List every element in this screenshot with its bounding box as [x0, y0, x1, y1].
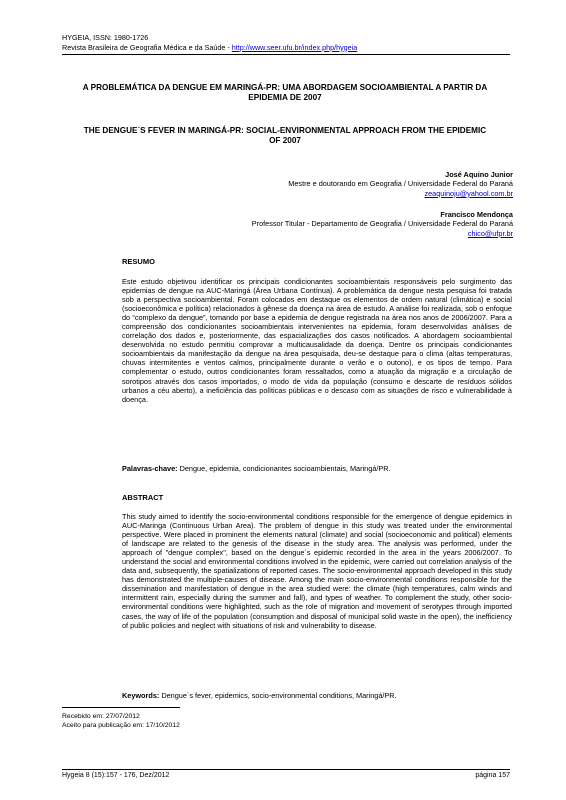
keywords-label: Palavras-chave:: [122, 464, 178, 473]
resumo-text: Este estudo objetivou identificar os principais condicionantes socioambientais responsáveis pelo surgimento das epidemias de dengue na AUC-Maringá (Área Urbana Contínua). A problemática da dengue nesta pesquisa foi tratada sob a perspectiva socioambiental. Foram colocados em destaque os elementos de ordem natural (climática) e social (socioeconômica e política) relacionados à gênese da doença na área de estudo. A análise foi realizada, sob o enfoque do “complexo da dengue”, tomando por base a epidemia de dengue registrada na área nos anos de 2006/2007. Para a compreensão dos condicionantes socioambientais intervenientes na epidemia, foram desenvolvidas análises de correlação dos dados e, posteriormente, das espacializações dos casos notificados. A abordagem socioambiental desenvolvida no estudo permitiu comprovar a multicausalidade da doença. Dentre os principais condicionantes socioambientais da manifestação da dengue na área pesquisada, deu-se destaque para o clima (altas temperaturas, chuvas intermitentes e ventos calmos, principalmente durante o verão e o outono), e os tipos de tempo. Para complementar o estudo, outros condicionantes foram ressaltados, como a atuação da migração e a circulação de sorotipos através dos casos importados, o modo de vida da população (consumo e descarte de resíduos sólidos urbanos a céu aberto), a ineficiência das políticas públicas e o descaso com as situações de risco e vulnerabilidade à doença.: [122, 277, 512, 404]
author-email-link[interactable]: zeaquinoju@yahool.com.br: [424, 188, 513, 198]
author-email-link[interactable]: chico@ufpr.br: [467, 228, 513, 238]
journal-url-link[interactable]: http://www.seer.ufu.br/index.php/hygeia: [231, 42, 358, 52]
title-english: THE DENGUE`S FEVER IN MARINGÁ-PR: SOCIAL-ENVIRONMENTAL APPROACH FROM THE EPIDEMIC OF 2007: [83, 126, 487, 145]
abstract-keywords: [122, 691, 512, 700]
author-block-2: [252, 210, 513, 238]
author-name: José Aquino Junior: [445, 170, 513, 179]
author-block-1: [288, 170, 513, 198]
keywords-value: Dengue`s fever, epidemics, socio-environmental conditions, Maringá/PR.: [159, 691, 397, 700]
author-affiliation: Professor Titular - Departamento de Geografia / Universidade Federal do Paraná: [251, 219, 513, 229]
resumo-heading: RESUMO: [122, 257, 155, 266]
journal-subtitle: [62, 43, 357, 53]
footnote: [62, 712, 180, 730]
abstract-heading: ABSTRACT: [122, 493, 164, 502]
keywords-value: Dengue, epidemia, condicionantes socioambientais, Maringá/PR.: [177, 464, 391, 473]
keywords-label: Keywords:: [122, 691, 160, 700]
footer-divider: [62, 769, 510, 770]
journal-header: [62, 33, 357, 52]
resumo-keywords: [122, 464, 512, 473]
journal-subtitle-text: Revista Brasileira de Geografia Médica e da Saúde -: [62, 42, 232, 52]
accepted-date: Aceito para publicação em: 17/10/2012: [62, 722, 180, 729]
author-affiliation: Mestre e doutorando em Geografia / Universidade Federal do Paraná: [288, 179, 513, 189]
journal-issn: HYGEIA, ISSN: 1980-1726: [62, 33, 149, 42]
footer-citation: Hygeia 8 (15):157 - 176, Dez/2012: [62, 772, 170, 779]
title-portuguese: A PROBLEMÁTICA DA DENGUE EM MARINGÁ-PR: UMA ABORDAGEM SOCIOAMBIENTAL A PARTIR DA EPIDEMIA DE 2007: [82, 83, 488, 102]
abstract-text: This study aimed to identify the socio-environmental conditions responsible for the emergence of dengue epidemics in AUC-Maringa (Continuous Urban Area). The problem of dengue in this study was treated under the environmental perspective. Were placed in prominent the elements natural (climate) and social (socioeconomic and political) elements of landscape are related to the genesis of the disease in the study area. The analysis was performed, under the approach of "dengue complex", based on the dengue`s epidemic recorded in the area in the years 2006/2007. To understand the social and environmental conditions involved in the epidemic, were carried out correlation analysis of the data and, subsequently, the spatializations of reported cases. The socio-environmental approach developed in this study has demonstrated the multiple-causes of disease. Among the main socio-environmental conditions responsible for the dissemination and manifestation of dengue in the area studied were: the climate (high temperatures, calm winds and intermittent rain, especially during the summer and fall), and types of weather. To complement the study, other socio-environmental conditions were highlighted, such as the role of migration and movement of serotypes through imported cases, the way of life of the population (consumption and disposal of municipal solid waste in the open), the inefficiency of public policies and neglect with situations of risk and vulnerability to disease.: [122, 512, 512, 630]
header-divider: [62, 54, 510, 55]
page-number: página 157: [475, 772, 510, 779]
footnote-divider: [62, 707, 180, 708]
received-date: Recebido em: 27/07/2012: [62, 713, 140, 720]
author-name: Francisco Mendonça: [440, 210, 513, 219]
